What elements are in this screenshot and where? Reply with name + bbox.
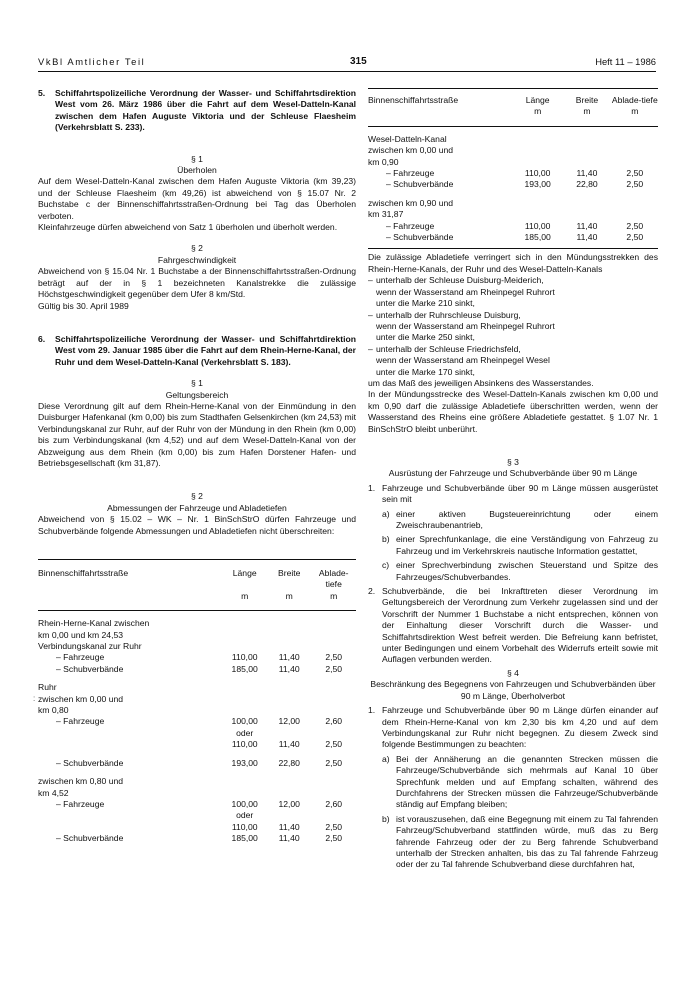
sec5-validity: Gültig bis 30. April 1989 xyxy=(38,300,129,311)
sec6-para2-title: Abmessungen der Fahrzeuge und Abladetiefen xyxy=(107,502,287,513)
draught-reduction-intro: Die zulässige Abladetiefe verringert sich in den Mündungsstrekken des Rhein-Herne-Kanals, der Ruhr und des Wesel-Datteln-Kanals xyxy=(368,252,658,274)
list-line: unter die Marke 170 sinkt, xyxy=(376,366,475,377)
row-label: Verbindungskanal zur Ruhr xyxy=(38,641,142,652)
table-row xyxy=(38,833,356,844)
draught-value: 2,50 xyxy=(626,179,644,190)
table-row xyxy=(38,682,356,693)
row-label: km 0,90 xyxy=(368,156,399,167)
unit-cell: m xyxy=(285,590,293,601)
length-value xyxy=(222,618,267,629)
row-label: – Fahrzeuge xyxy=(386,168,435,179)
table-row xyxy=(38,799,356,810)
draught-value: 2,50 xyxy=(325,833,343,844)
width-value xyxy=(267,641,312,652)
sec5-para2-text: Abweichend von § 15.04 Nr. 1 Buchstabe a der Binnenschiffahrtsstraßen-Ordnung beträgt auf der in § 1 bezeichneten Kanalstrekke die zulässige Höchstgeschwindigkeit gegenüber dem Ufer 8 km/Std. xyxy=(38,266,356,300)
section-6-title: Schiffahrtspolizeiliche Verordnung der Wasser- und Schiffahrtdirektion West vom 29. Januar 1985 über die Fahrt auf dem Rhein-Herne-Kanal, der Ruhr und dem Wesel-Datteln-Kanal (Verkehrsblatt S. 183). xyxy=(55,333,356,367)
draught-value xyxy=(612,157,658,168)
table-row xyxy=(368,221,658,232)
table-row xyxy=(38,758,356,769)
table-row xyxy=(368,179,658,190)
issue-label: Heft 11 – 1986 xyxy=(595,56,656,67)
col-header-width: Breite xyxy=(277,568,301,578)
row-label: km 0,00 und km 24,53 xyxy=(38,629,124,640)
mouth-section-text: In der Mündungsstrecke des Wesel-Datteln-Kanals zwischen km 0,00 und km 0,90 darf die zulässige Abladetiefe überschritten werden, wenn der Wasserstand des Rheins eine größere Abladetiefe gestattet. § 1.07 Nr. 1 BinSchStrO bleibt unberührt. xyxy=(368,389,658,434)
length-value: oder xyxy=(236,727,254,738)
draught-value: 2,50 xyxy=(325,652,343,663)
sec6-para3-number: § 3 xyxy=(507,456,519,467)
draught-value xyxy=(612,134,658,145)
width-value: 11,40 xyxy=(576,220,598,231)
section-5-title: Schiffahrtspolizeiliche Verordnung der Wasser- und Schiffahrtsdirektion West vom 26. März 1986 über die Fahrt auf dem Wesel-Datteln-Kanal zwischen dem Hafen Auguste Viktoria und der Schleuse Flaesheim (Verkehrsblatt S. 233). xyxy=(55,88,356,133)
table-row xyxy=(38,788,356,799)
table-row xyxy=(38,694,356,705)
dimensions-table-right xyxy=(368,88,658,249)
width-value xyxy=(562,145,611,156)
para4-sublist xyxy=(368,754,658,871)
draught-value xyxy=(612,145,658,156)
sub-list-item: a) Bei der Annäherung an die genannten Strecken müssen die Fahrzeuge/Schubverbände sich mehrmals auf Kanal 10 über Sprechfunk melden und auf Empfang schalten, während des Durchfahrens der Strecken müssen die Fahrzeuge/Schubverbände ständig auf Empfang bleiben; xyxy=(382,753,658,810)
draught-value: 2,50 xyxy=(626,232,644,243)
table-row xyxy=(38,728,356,739)
section-5-number: 5. xyxy=(38,88,46,98)
table-row xyxy=(38,652,356,663)
table-row xyxy=(38,618,356,629)
list-line: unter die Marke 250 sinkt, xyxy=(376,332,475,343)
draught-value: 2,50 xyxy=(325,663,343,674)
length-value: 185,00 xyxy=(231,833,258,844)
sec5-para2-title: Fahrgeschwindigkeit xyxy=(157,254,237,265)
width-value: 11,40 xyxy=(278,833,300,844)
width-value xyxy=(562,209,611,220)
right-column xyxy=(368,88,658,871)
dimensions-table-left xyxy=(38,559,356,845)
sec6-para2-number: § 2 xyxy=(191,491,203,502)
sec6-para1-number: § 1 xyxy=(191,378,203,389)
draught-value xyxy=(311,705,356,716)
table-row xyxy=(368,157,658,168)
width-value xyxy=(267,788,312,799)
list-line: unterhalb der Schleuse Duisburg-Meiderich, xyxy=(376,275,544,286)
row-label: km 4,52 xyxy=(38,787,69,798)
list-line: wenn der Wasserstand am Rheinpegel Ruhrort xyxy=(376,286,555,297)
sec6-para1-title: Geltungsbereich xyxy=(165,389,229,400)
length-value: 110,00 xyxy=(231,739,258,750)
length-value xyxy=(222,776,267,787)
width-value xyxy=(267,618,312,629)
section-6-heading xyxy=(38,334,356,368)
section-5-heading xyxy=(38,88,356,134)
length-value xyxy=(513,145,562,156)
draught-value xyxy=(311,788,356,799)
row-label: zwischen km 0,90 und xyxy=(368,197,454,208)
length-value xyxy=(222,682,267,693)
para3-sublist xyxy=(368,509,658,583)
length-value: 185,00 xyxy=(524,232,551,243)
sub-list-item: b) ist vorauszusehen, daß eine Begegnung mit einem zu Tal fahrenden Fahrzeug/Schubverband stattfinden würde, muß das zu Berg fahrende Fahrzeug oder der zu Berg fahrende Schubverband unterhalb der Strecken anhalten, bis das zu Tal fahrende Fahrzeug oder der zu Tal fahrende Schubverband diese durchfahren hat, xyxy=(382,813,658,870)
list-line: wenn der Wasserstand am Rheinpegel Wesel xyxy=(376,355,550,366)
sub-list-item: a) einer aktiven Bugsteuereinrichtung oder einem Zweischraubenantrieb, xyxy=(382,508,658,530)
para4-item-1: 1. Fahrzeuge und Schubverbände über 90 m Länge dürfen einander auf dem Rhein-Herne-Kanal von km 2,30 bis km 4,20 und auf dem Verbindungskanal zur Ruhr nicht begegnen. Zu diesem Zweck sind folgende Bestimmungen zu beachten: xyxy=(368,705,658,750)
para3-item-2: 2. Schubverbände, die bei Inkrafttreten dieser Verordnung im Geltungsbereich der Verordnung zum Verkehr zugelassen sind und der Vorschrift der Nummer 1 Buchstabe a nicht entsprechen, können von der Einhaltung dieser Vorschrift durch die Wasser- und Schiffahrtsdirektion West befreit werden. Die Befreiung kann befristet, unter Bedingungen und einem Vorbehalt des Widerrufs erteilt sowie mit Auflagen verbunden werden. xyxy=(368,586,658,665)
width-value: 22,80 xyxy=(576,179,598,190)
length-value: 110,00 xyxy=(231,821,258,832)
width-value xyxy=(562,157,611,168)
sec5-para1-text2: Kleinfahrzeuge dürfen abweichend von Satz 1 überholen und überholt werden. xyxy=(38,222,338,233)
table-row xyxy=(38,822,356,833)
margin-mark: : xyxy=(33,694,36,703)
table-row xyxy=(38,810,356,821)
table-row xyxy=(38,705,356,716)
row-label: – Fahrzeuge xyxy=(56,652,105,663)
draught-value: 2,60 xyxy=(325,798,343,809)
draught-value xyxy=(311,618,356,629)
sec6-para1-text: Diese Verordnung gilt auf dem Rhein-Herne-Kanal von der Einmündung in den Duisburger Hafenkanal (km 0,00) bis zum Stadthafen Gelsenkirchen (km 24,53) mit Verbindungskanal zur Ruhr, auf der Ruhr von der Mündung in den Rhein (km 0,00) bis zum Verbindungskanal (km 4,52) und auf dem Wesel-Datteln-Kanal von der Abzweigung aus dem Rhein (km 0,00) bis zum Hafen Dorstener Hafen- und Betriebsgesellschaft (km 31,87). xyxy=(38,400,356,468)
table-row xyxy=(368,209,658,220)
width-value: 11,40 xyxy=(278,652,300,663)
col-header-length: Länge xyxy=(525,95,550,105)
sub-list-item: b) einer Sprechfunkanlage, die eine Verständigung von Fahrzeug zu Fahrzeug und im Verkehrskreis nautische Information gestattet, xyxy=(382,534,658,556)
row-label: km 31,87 xyxy=(368,209,404,220)
row-label: km 0,80 xyxy=(38,705,69,716)
row-label: Rhein-Herne-Kanal zwischen xyxy=(38,618,150,629)
list-item: – unterhalb der Ruhrschleuse Duisburg, wenn der Wasserstand am Rheinpegel Ruhrort unter die Marke 250 sinkt, xyxy=(368,309,555,343)
table-row xyxy=(368,145,658,156)
row-label: zwischen km 0,80 und xyxy=(38,776,124,787)
width-value xyxy=(267,776,312,787)
length-value xyxy=(222,630,267,641)
draught-value: 2,50 xyxy=(325,821,343,832)
unit-cell xyxy=(368,106,513,126)
unit-cell: m xyxy=(534,106,542,117)
length-value: 110,00 xyxy=(524,220,551,231)
sec6-para3-title: Ausrüstung der Fahrzeuge und Schubverbände über 90 m Länge xyxy=(388,468,638,479)
table-row xyxy=(368,134,658,145)
row-label xyxy=(38,810,222,821)
width-value: 11,40 xyxy=(278,739,300,750)
list-line: unterhalb der Schleuse Friedrichsfeld, xyxy=(376,343,521,354)
row-label xyxy=(38,822,222,833)
sec6-para4-title: Beschränkung des Begegnens von Fahrzeugen und Schubverbänden über 90 m Länge, Überholverbot xyxy=(370,679,656,701)
draught-value: 2,50 xyxy=(325,739,343,750)
sec5-para2-number: § 2 xyxy=(191,243,203,254)
list-line: wenn der Wasserstand am Rheinpegel Ruhrort xyxy=(376,320,555,331)
para3-item-1: 1. Fahrzeuge und Schubverbände über 90 m Länge müssen ausgerüstet sein mit xyxy=(368,482,658,505)
page-header xyxy=(38,56,656,70)
page-number: 315 xyxy=(350,56,367,67)
table-row xyxy=(38,739,356,750)
table-row xyxy=(38,716,356,727)
draught-value xyxy=(311,694,356,705)
row-label: – Schubverbände xyxy=(56,757,124,768)
length-value: 110,00 xyxy=(231,652,258,663)
length-value xyxy=(513,209,562,220)
table-row xyxy=(368,168,658,179)
journal-title: VkBl Amtlicher Teil xyxy=(38,56,146,67)
width-value xyxy=(267,694,312,705)
width-value xyxy=(562,134,611,145)
row-label: – Schubverbände xyxy=(56,833,124,844)
list-item: – unterhalb der Schleuse Friedrichsfeld, wenn der Wasserstand am Rheinpegel Wesel unter die Marke 170 sinkt, xyxy=(368,343,550,377)
sec6-para4-number: § 4 xyxy=(507,667,519,678)
width-value: 11,40 xyxy=(576,168,598,179)
width-value xyxy=(267,682,312,693)
header-rule xyxy=(38,71,656,72)
draught-value xyxy=(311,682,356,693)
length-value: 110,00 xyxy=(524,168,551,179)
sec5-para1-text1: Auf dem Wesel-Datteln-Kanal zwischen dem Hafen Auguste Viktoria (km 39,23) und der Schleuse Flaesheim (km 49,26) ist abweichend von § 15.07 Nr. 2 Buchstabe c der Binnenschiffahrtsstraßen-Ordnung bei Tag das Überholen verboten. xyxy=(38,176,356,221)
unit-cell: m xyxy=(330,590,338,601)
length-value xyxy=(222,694,267,705)
length-value: 100,00 xyxy=(231,716,258,727)
length-value: 100,00 xyxy=(231,798,258,809)
draught-value xyxy=(311,728,356,739)
length-value xyxy=(513,134,562,145)
col-header-width: Breite xyxy=(575,95,599,105)
width-value: 11,40 xyxy=(576,232,598,243)
unit-cell xyxy=(38,591,222,611)
width-value xyxy=(267,630,312,641)
table-row xyxy=(368,198,658,209)
col-header-length: Länge xyxy=(232,568,257,578)
width-value xyxy=(562,198,611,209)
list-line: unter die Marke 210 sinkt, xyxy=(376,298,475,309)
draught-value xyxy=(612,209,658,220)
sec5-para1-title: Überholen xyxy=(177,165,217,176)
unit-cell: m xyxy=(241,590,249,601)
unit-cell: m xyxy=(631,106,639,117)
draught-value: 2,50 xyxy=(325,757,343,768)
draught-value xyxy=(311,630,356,641)
sec5-para1-number: § 1 xyxy=(191,153,203,164)
table-row xyxy=(38,630,356,641)
row-label: zwischen km 0,00 und xyxy=(368,145,454,156)
row-label: Wesel-Datteln-Kanal xyxy=(368,133,447,144)
col-header-draught: Ablade-tiefe xyxy=(318,568,349,590)
length-value: 185,00 xyxy=(231,663,258,674)
length-value xyxy=(513,198,562,209)
row-label xyxy=(38,739,222,750)
width-value xyxy=(267,728,312,739)
width-value: 12,00 xyxy=(278,798,300,809)
row-label: – Schubverbände xyxy=(56,663,124,674)
col-header-waterway: Binnenschiffahrtsstraße xyxy=(38,568,129,578)
row-label xyxy=(38,728,222,739)
length-value xyxy=(222,705,267,716)
width-value: 11,40 xyxy=(278,663,300,674)
sec6-para2-text: Abweichend von § 15.02 – WK – Nr. 1 BinSchStrO dürfen Fahrzeuge und Schubverbände folgende Abmessungen und Abladetiefen nicht überschreiten: xyxy=(38,514,356,536)
length-value xyxy=(222,788,267,799)
length-value: oder xyxy=(236,810,254,821)
width-value: 12,00 xyxy=(278,716,300,727)
row-label: – Fahrzeuge xyxy=(386,220,435,231)
width-value: 22,80 xyxy=(278,757,300,768)
length-value: 193,00 xyxy=(231,757,258,768)
draught-value: 2,50 xyxy=(626,168,644,179)
draught-value: 2,60 xyxy=(325,716,343,727)
draught-value xyxy=(612,198,658,209)
sub-list-item: c) einer Sprechverbindung zwischen Steuerstand und Spitze des Fahrzeuges/Schubverbandes. xyxy=(382,560,658,582)
length-value xyxy=(513,157,562,168)
table-row xyxy=(38,641,356,652)
draught-value xyxy=(311,641,356,652)
row-label: – Schubverbände xyxy=(386,179,454,190)
row-label: – Schubverbände xyxy=(386,232,454,243)
row-label: – Fahrzeuge xyxy=(56,716,105,727)
table-row xyxy=(38,776,356,787)
width-value: 11,40 xyxy=(278,821,300,832)
unit-cell: m xyxy=(583,106,591,117)
section-6-number: 6. xyxy=(38,333,46,344)
row-label: – Fahrzeuge xyxy=(56,798,105,809)
draught-reduction-tail: um das Maß des jeweiligen Absinkens des Wasserstandes. xyxy=(368,377,594,388)
left-column xyxy=(38,88,356,845)
table-row xyxy=(38,664,356,675)
list-item: – unterhalb der Schleuse Duisburg-Meiderich, wenn der Wasserstand am Rheinpegel Ruhrort unter die Marke 210 sinkt, xyxy=(368,275,555,309)
draught-value xyxy=(311,776,356,787)
col-header-waterway: Binnenschiffahrtsstraße xyxy=(368,95,459,105)
draught-value: 2,50 xyxy=(626,220,644,231)
list-line: unterhalb der Ruhrschleuse Duisburg, xyxy=(376,309,521,320)
draught-value xyxy=(311,810,356,821)
row-label: zwischen km 0,00 und xyxy=(38,693,124,704)
length-value xyxy=(222,641,267,652)
draught-reduction-list xyxy=(368,275,658,378)
row-label: Ruhr xyxy=(38,682,57,693)
col-header-draught: Ablade-tiefe xyxy=(611,95,658,105)
width-value xyxy=(267,705,312,716)
length-value: 193,00 xyxy=(524,179,551,190)
width-value xyxy=(267,810,312,821)
table-row xyxy=(368,232,658,243)
